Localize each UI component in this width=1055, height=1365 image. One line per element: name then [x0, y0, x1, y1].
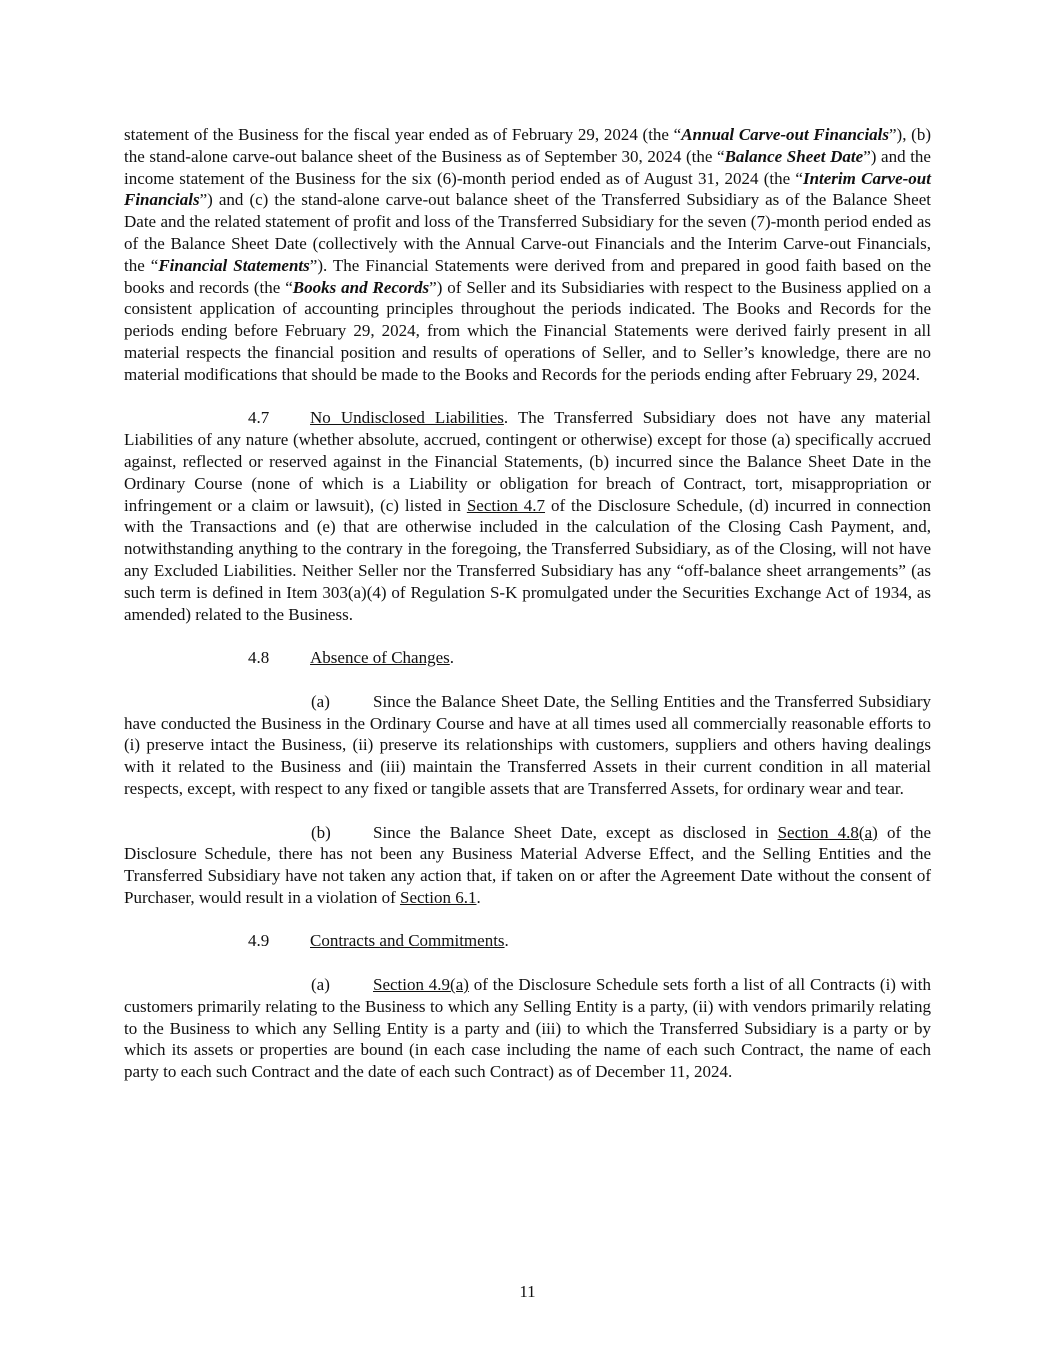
paragraph-text: ”) and the income statement of the Business for the six (6)-month period ended as of August 31, 2024 (the “ [124, 146, 931, 188]
section-4-9-heading-line [124, 930, 931, 952]
financial-statements-paragraph [124, 124, 931, 386]
section-reference: Section 4.9(a) [373, 975, 469, 995]
section-heading: No Undisclosed Liabilities [310, 408, 504, 428]
subsection-label: (b) [311, 822, 331, 842]
paragraph-text: statement of the Business for the fiscal year ended as of February 29, 2024 (the “ [124, 125, 682, 144]
defined-term: Annual Carve-out Financials [681, 125, 890, 144]
defined-term: Balance Sheet Date [724, 146, 864, 166]
section-heading: Absence of Changes [310, 648, 450, 668]
paragraph-text: of the Disclosure Schedule sets forth a list of all Contracts (i) with customers primarily relating to the Business to which any Selling Entity is a party, (ii) with vendors primarily relating to the Business to which any Selling Entity is a party and (iii) to which the Transferred Subsidiary is a party or by which its assets or properties are bound (in each case including the name of each such Contract, the name of each party to each such Contract and the date of each such Contract) as of December 11, 2024. [124, 975, 932, 1082]
section-reference: Section 4.8(a) [777, 822, 878, 842]
paragraph-text: Since the Balance Sheet Date, except as disclosed in [373, 822, 778, 842]
section-number: 4.8 [248, 648, 270, 668]
defined-term: Interim Carve-out Financials [124, 168, 931, 210]
subsection-label: (a) [311, 975, 330, 995]
section-4-9-a-paragraph [124, 974, 931, 1083]
paragraph-text: ”). The Financial Statements were derived from and prepared in good faith based on the books and records (the “ [124, 255, 931, 297]
page-number: 11 [519, 1282, 536, 1301]
heading-period: . [504, 931, 509, 951]
paragraph-text: of the Disclosure Schedule, there has not been any Business Material Adverse Effect, and the Selling Entities and the Transferred Subsidiary have not taken any action that, if taken on or after the Agreement Date without the consent of Purchaser, would result in a violation of [124, 822, 931, 907]
section-4-8-a-paragraph [124, 691, 931, 800]
paragraph-text: . The Transferred Subsidiary does not have any material Liabilities of any nature (whether absolute, accrued, contingent or otherwise) except for those (a) specifically accrued against, reflected or reserved against in the Financial Statements, (b) incurred since the Balance Sheet Date in the Ordinary Course (none of which is a Liability or obligation for breach of Contract, tort, misappropriation or infringement or a claim or lawsuit), (c) listed in [124, 408, 931, 515]
paragraph-text: ”) of Seller and its Subsidiaries with respect to the Business applied on a consistent application of accounting principles throughout the periods indicated. The Books and Records for the periods ending before February 29, 2024, from which the Financial Statements were derived fairly present in all material respects the financial position and results of operations of Seller, and to Seller’s knowledge, there are no material modifications that should be made to the Books and Records for the periods ending after February 29, 2024. [124, 277, 931, 384]
section-heading: Contracts and Commitments [310, 931, 505, 951]
defined-term: Financial Statements [158, 255, 310, 275]
section-4-7-paragraph [124, 407, 931, 625]
paragraph-text: Since the Balance Sheet Date, the Selling Entities and the Transferred Subsidiary have conducted the Business in the Ordinary Course and have at all times used all commercially reasonable efforts to (i) preserve intact the Business, (ii) preserve its relationships with customers, suppliers and others having dealings with it related to the Business and (iii) maintain the Transferred Assets in their current condition in all material respects, except, with respect to any fixed or tangible assets that are Transferred Assets, for ordinary wear and tear. [124, 691, 931, 798]
paragraph-text: of the Disclosure Schedule, (d) incurred in connection with the Transactions and (e) that are otherwise included in the calculation of the Closing Cash Payment, and, notwithstanding anything to the contrary in the foregoing, the Transferred Subsidiary, as of the Closing, will not have any Excluded Liabilities. Neither Seller nor the Transferred Subsidiary has any “off-balance sheet arrangements” (as such term is defined in Item 303(a)(4) of Regulation S-K promulgated under the Securities Exchange Act of 1934, as amended) related to the Business. [124, 495, 931, 624]
section-reference: Section 4.7 [466, 495, 546, 515]
paragraph-text: ”), (b) the stand-alone carve-out balance sheet of the Business as of September 30, 2024 (the “ [124, 125, 931, 166]
section-4-8-b-paragraph [124, 822, 931, 909]
subsection-label: (a) [311, 691, 330, 711]
defined-term: Books and Records [292, 277, 430, 297]
paragraph-text: ”) and (c) the stand-alone carve-out balance sheet of the Transferred Subsidiary as of the Balance Sheet Date and the related statement of profit and loss of the Transferred Subsidiary for the seven (7)-month period ended as of the Balance Sheet Date (collectively with the Annual Carve-out Financials and the Interim Carve-out Financials, the “ [124, 190, 931, 275]
paragraph-text: . [476, 887, 481, 907]
section-4-8-heading-line [124, 647, 931, 669]
section-reference: Section 6.1 [399, 887, 477, 907]
heading-period: . [449, 648, 454, 668]
section-number: 4.7 [248, 408, 270, 428]
document-page [124, 124, 931, 1083]
section-number: 4.9 [248, 931, 270, 951]
